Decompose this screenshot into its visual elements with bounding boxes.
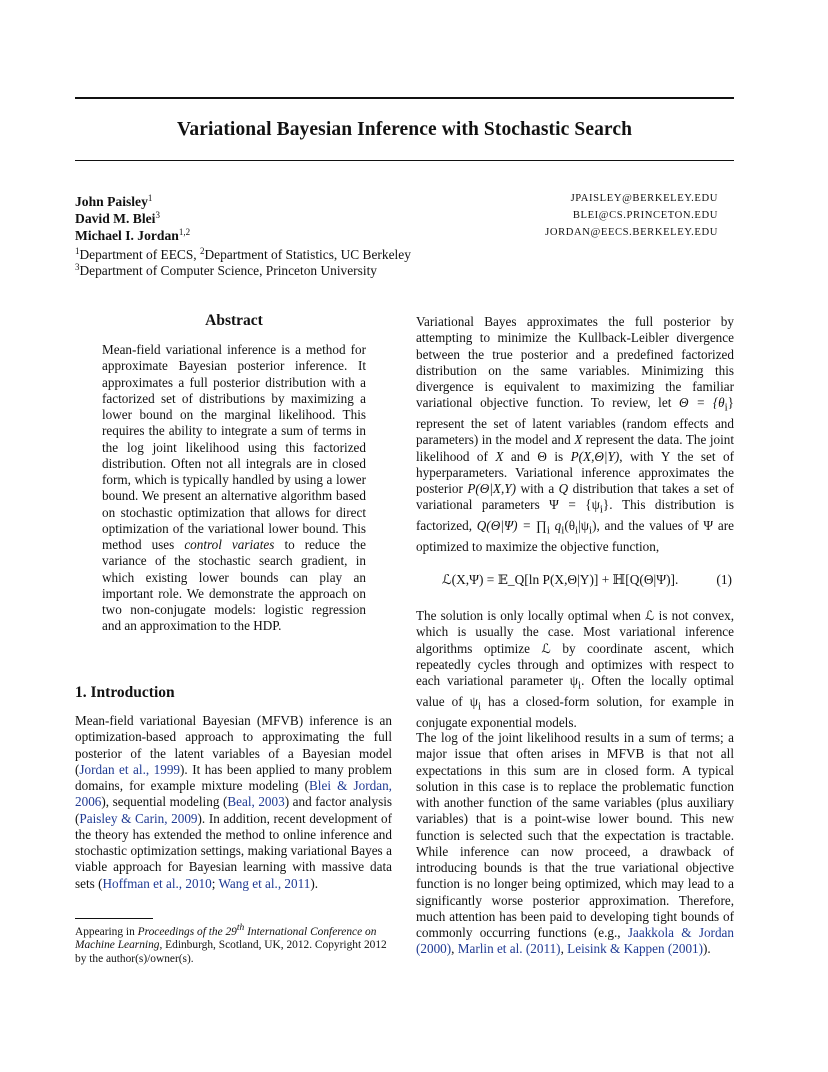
author-email: JORDAN@EECS.BERKELEY.EDU bbox=[545, 227, 718, 238]
citation-link[interactable]: Paisley & Carin, 2009 bbox=[79, 810, 198, 826]
section-heading-introduction: 1. Introduction bbox=[75, 684, 175, 701]
citation-link[interactable]: Hoffman et al., 2010 bbox=[102, 875, 212, 891]
equation-number: (1) bbox=[716, 572, 732, 587]
author-email: BLEI@CS.PRINCETON.EDU bbox=[572, 210, 718, 221]
citation-link[interactable]: Beal, 2003 bbox=[227, 794, 285, 810]
affiliation-line: $^3$Department of Computer Science, Princeton University bbox=[75, 262, 377, 278]
title-bottom-rule bbox=[75, 160, 734, 161]
right-paragraph: The solution is only locally optimal when ℒ is not convex, which is usually the case. Most variational inference algorithms optimize ℒ by coordinate ascent, which repeatedly cycles through and optimizes with respect to each variational parameter $\psi_i$. Often the locally optimal value of $\psi_i$ has a closed-form solution, for example in conjugate exponential models. bbox=[416, 608, 734, 730]
paper-title: Variational Bayesian Inference with Stochastic Search bbox=[176, 119, 633, 140]
author-email: JPAISLEY@BERKELEY.EDU bbox=[570, 193, 718, 204]
citation-link[interactable]: Leisink & Kappen (2001) bbox=[567, 941, 704, 957]
citation-link[interactable]: Blei & Jordan, 2006 bbox=[75, 778, 392, 810]
citation-link[interactable]: Wang et al., 2011 bbox=[218, 875, 311, 891]
author-name: David M. Blei$^3$ bbox=[75, 210, 160, 226]
right-paragraph: Variational Bayes approximates the full posterior by attempting to minimize the Kullback-Leibler divergence between the true posterior and a predefined factorized distribution on the same variables. Minimizing this divergence is equivalent to maximizing the familiar variational objective function. To review, let $\Theta = \{\theta_i\}$ represent the set of latent variables (random effects and parameters) in the model and X represent the data. The joint likelihood of X and Θ is P(X,Θ|Υ), with Υ the set of hyperparameters. Variational inference approximates the posterior P(Θ|X,Υ) with a Q distribution that takes a set of variational parameters $\Psi = \{\psi_i\}$. This distribution is factorized, $Q(\Theta|\Psi) = \prod_i$ $q_i(\theta_i|\psi_i)$, and the values of Ψ are optimized to maximize the objective function, bbox=[416, 314, 735, 555]
right-paragraph: The log of the joint likelihood results in a sum of terms; a major issue that often arises in MFVB is that not all expectations in this sum are in closed form. A typical solution in this case is to replace the problematic function with another function of the same variables (plus auxiliary variables) that is a point-wise lower bound. This new function is selected such that the expectation is tractable. While inference can now proceed, a drawback of introducing bounds is that the true variational objective function is no longer being optimized, which may lead to a significantly worse posterior approximation. Therefore, much attention has been paid to developing tight bounds of commonly occurring functions (e.g., Jaakkola & Jordan (2000), Marlin et al. (2011), Leisink & Kappen (2001)). bbox=[416, 730, 734, 957]
citation-link[interactable]: Jaakkola & Jordan (2000) bbox=[416, 925, 734, 957]
author-name: John Paisley$^1$ bbox=[75, 193, 153, 209]
equation-body: ℒ(X,Ψ) = 𝔼_Q[ln P(X,Θ|Υ)] + ℍ[Q(Θ|Ψ)]. bbox=[442, 572, 679, 587]
author-name: Michael I. Jordan$^{1,2}$ bbox=[75, 227, 191, 243]
citation-link[interactable]: Jordan et al., 1999 bbox=[79, 761, 181, 777]
citation-link[interactable]: Marlin et al. (2011) bbox=[457, 941, 561, 957]
top-rule bbox=[75, 97, 734, 99]
affiliation-line: $^1$Department of EECS, $^2$Department of Statistics, UC Berkeley bbox=[75, 246, 411, 262]
abstract-body: Mean-field variational inference is a method for approximate Bayesian posterior inference. It approximates a full posterior distribution with a factorized set of distributions by maximizing a lower bound on the marginal likelihood. This requires the ability to integrate a sum of terms in the log joint likelihood using this factorized distribution. Often not all integrals are in closed form, which is typically handled by using a lower bound. We present an alternative algorithm based on stochastic optimization that allows for direct optimization of the variational lower bound. This method uses control variates to reduce the variance of the stochastic search gradient, in which existing lower bounds can play an important role. We demonstrate the approach on two non-conjugate models: logistic regression and an approximation to the HDP. bbox=[102, 342, 366, 634]
abstract-emphasis: control variates bbox=[184, 537, 275, 552]
footnote-rule bbox=[75, 918, 153, 919]
footnote: Appearing in Proceedings of the 29th International Conference on Machine Learning, Edinburgh, Scotland, UK, 2012. Copyright 2012 by the author(s)/owner(s). bbox=[75, 923, 387, 965]
intro-paragraph: Mean-field variational Bayesian (MFVB) inference is an optimization-based approach to approximating the full posterior of the latent variables of a Bayesian model (Jordan et al., 1999). It has been applied to many problem domains, for example mixture modeling (Blei & Jordan, 2006), sequential modeling (Beal, 2003) and factor analysis (Paisley & Carin, 2009). In addition, recent development of the theory has extended the method to online inference and stochastic optimization settings, making variational Bayes a viable approach for Bayesian learning with massive data sets (Hoffman et al., 2010; Wang et al., 2011). bbox=[75, 713, 393, 891]
abstract-heading: Abstract bbox=[205, 312, 263, 329]
